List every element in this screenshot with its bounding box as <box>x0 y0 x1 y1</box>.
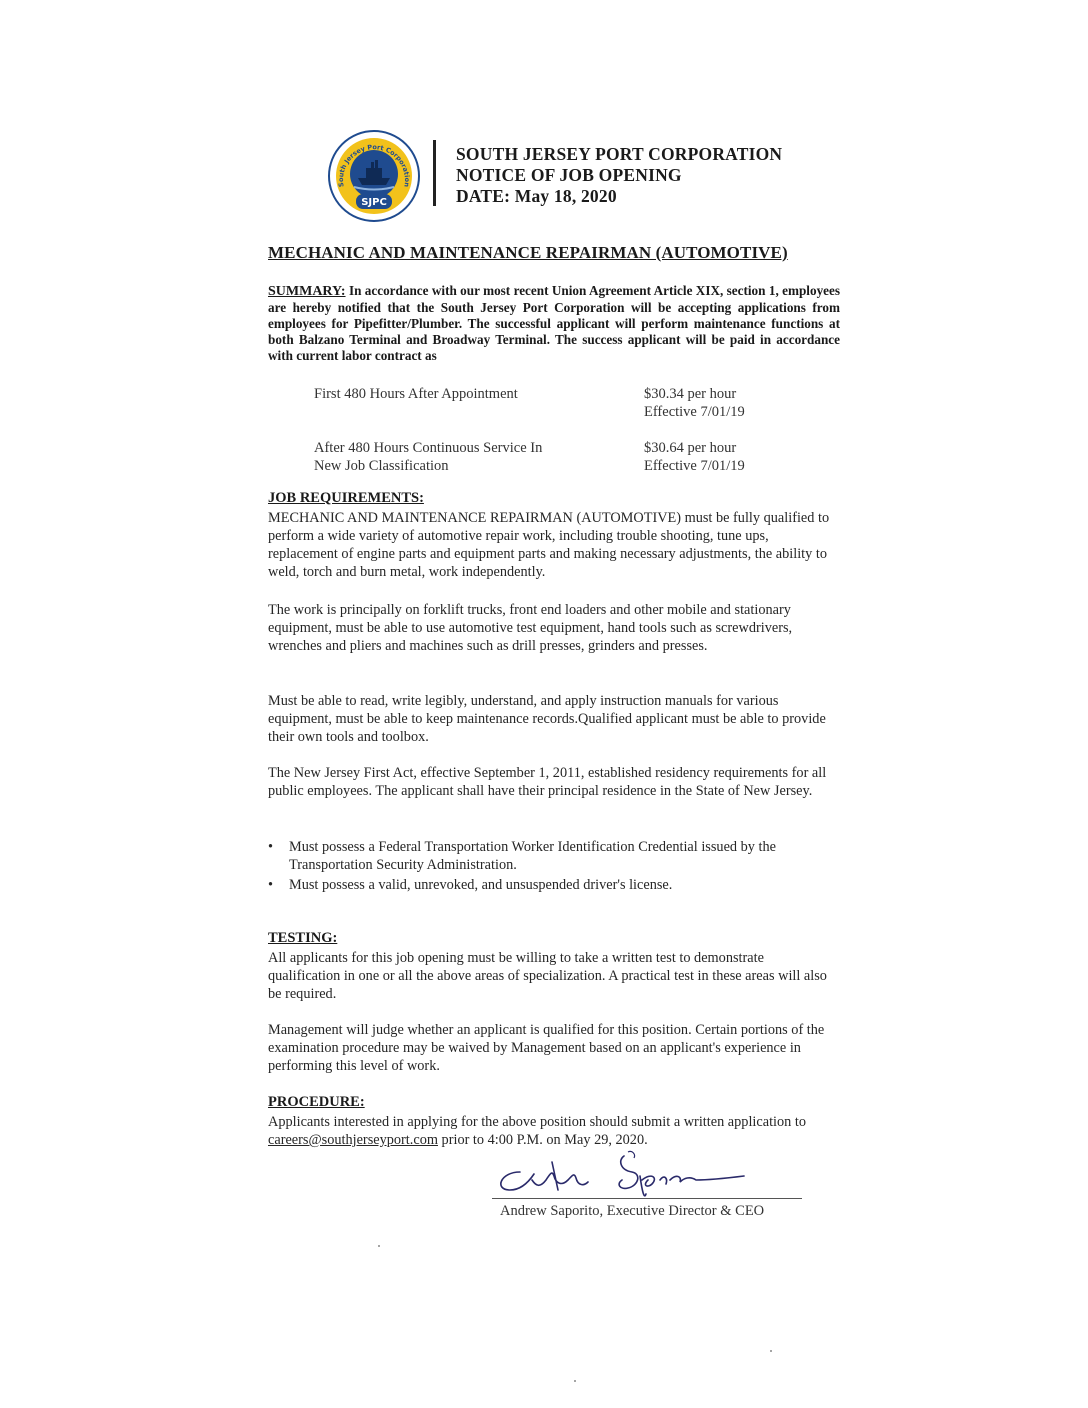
pay-row <box>314 385 814 421</box>
scan-speck <box>770 1350 772 1352</box>
organization-name: SOUTH JERSEY PORT CORPORATION <box>456 144 783 164</box>
sjpc-logo <box>328 130 420 222</box>
job-requirements-heading: JOB REQUIREMENTS: <box>268 490 424 506</box>
procedure-heading: PROCEDURE: <box>268 1094 365 1110</box>
notice-title: NOTICE OF JOB OPENING <box>456 165 682 185</box>
skills-paragraph: Must be able to read, write legibly, understand, and apply instruction manuals for various equipment, must be able to keep maintenance records.Qualified applicant must be able to provide their own tools and toolbox. <box>268 693 826 745</box>
header <box>456 144 782 207</box>
signer-name-title: Andrew Saporito, Executive Director & CEO <box>500 1203 765 1219</box>
list-item: • Must possess a valid, unrevoked, and unsuspended driver's license. <box>268 876 834 894</box>
pay-rate: $30.34 per hour <box>644 386 737 402</box>
ship-hull <box>358 178 390 185</box>
pay-rate-table <box>314 385 814 475</box>
pay-condition: After 480 Hours Continuous Service In <box>314 440 543 456</box>
notice-date: DATE: May 18, 2020 <box>456 186 617 206</box>
testing-paragraph: All applicants for this job opening must be willing to take a written test to demonstrate qualification in one or all the above areas of specialization. A practical test in these areas will also be required. <box>268 950 827 1002</box>
summary-label: SUMMARY: <box>268 284 346 299</box>
pay-condition-cont: New Job Classification <box>314 458 449 474</box>
pay-condition: First 480 Hours After Appointment <box>314 386 518 402</box>
logo-badge-text: SJPC <box>361 197 387 208</box>
testing-heading: TESTING: <box>268 930 338 946</box>
work-description-paragraph: The work is principally on forklift trucks, front end loaders and other mobile and stationary equipment, must be able to use automotive test equipment, hand tools such as screwdrivers, wrenches and pliers and machines such as drill presses, grinders and presses. <box>268 602 793 654</box>
summary-paragraph <box>268 283 840 364</box>
pay-rate: $30.64 per hour <box>644 440 737 456</box>
residency-paragraph: The New Jersey First Act, effective September 1, 2011, established residency requirements for all public employees. The applicant shall have their principal residence in the State of New Jersey. <box>268 765 827 799</box>
requirements-list <box>268 838 834 896</box>
scan-speck <box>574 1380 576 1382</box>
ship-cabin <box>366 168 382 178</box>
pay-effective-date: Effective 7/01/19 <box>644 404 745 420</box>
careers-email-link[interactable]: careers@southjerseyport.com <box>268 1132 438 1148</box>
signature-line <box>492 1198 802 1199</box>
job-title: MECHANIC AND MAINTENANCE REPAIRMAN (AUTOMOTIVE) <box>268 243 788 262</box>
job-requirements-paragraph: MECHANIC AND MAINTENANCE REPAIRMAN (AUTOMOTIVE) must be fully qualified to perform a wide variety of automotive repair work, including trouble shooting, tune ups, replacement of engine parts and equipment parts and making necessary adjustments, the ability to weld, torch and burn metal, work independently. <box>268 510 830 580</box>
summary-text: In accordance with our most recent Union Agreement Article XIX, section 1, employees are hereby notified that the South Jersey Port Corporation will be accepting applications from employees for Pipefitter/Plumber. The successful applicant will perform maintenance functions at both Balzano Terminal and Broadway Terminal. The success applicant will be paid in accordance with current labor contract as <box>268 283 841 363</box>
logo-arc-text: South Jersey Port Corporation <box>336 143 412 188</box>
procedure-deadline: prior to 4:00 P.M. on May 29, 2020. <box>437 1132 648 1148</box>
pay-effective-date: Effective 7/01/19 <box>644 458 745 474</box>
header-divider <box>433 140 436 206</box>
procedure-paragraph <box>268 1113 834 1149</box>
pay-row <box>314 439 814 475</box>
management-paragraph: Management will judge whether an applicant is qualified for this position. Certain portions of the examination procedure may be waived by Management based on an applicant's experience in performing this level of work. <box>268 1022 825 1074</box>
handwritten-signature <box>492 1150 772 1202</box>
procedure-text: Applicants interested in applying for the above position should submit a written application to <box>268 1114 807 1130</box>
list-item: • Must possess a Federal Transportation Worker Identification Credential issued by the Transportation Security Administration. <box>268 838 834 874</box>
scan-speck <box>378 1245 380 1247</box>
